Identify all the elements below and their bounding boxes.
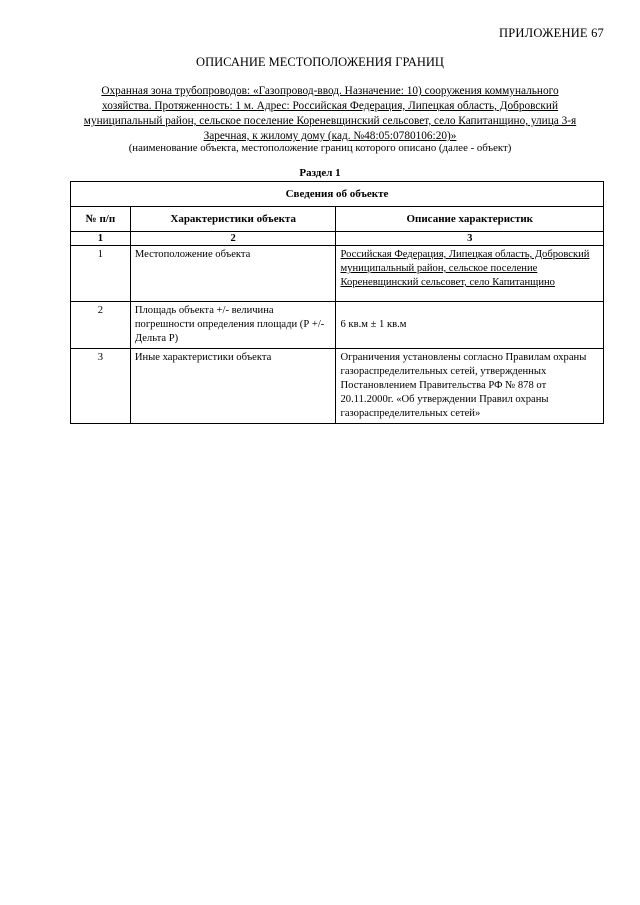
object-name-text: Охранная зона трубопроводов: «Газопровод-ввод. Назначение: 10) сооружения коммунального хозяйства. Протяженность: 1 м. Адрес: Российская Федерация, Липецкая область, Добровский муниципальный район, сельское поселение Кореневщинский сельсовет, село Капитанщино, улица 3-я Заречная, к жилому дому (кад. №48:05:0780106:20)» bbox=[83, 85, 577, 142]
table-caption: Сведения об объекте bbox=[71, 182, 604, 207]
header-number: № п/п bbox=[71, 207, 131, 232]
table-row bbox=[71, 246, 604, 302]
header-description: Описание характеристик bbox=[336, 207, 604, 232]
row-characteristic: Иные характеристики объекта bbox=[130, 349, 336, 424]
object-name bbox=[80, 84, 580, 144]
table-row bbox=[71, 349, 604, 424]
row-description bbox=[336, 246, 604, 302]
row-description: 6 кв.м ± 1 кв.м bbox=[336, 302, 604, 349]
header-characteristic: Характеристики объекта bbox=[130, 207, 336, 232]
object-info-table bbox=[70, 181, 604, 424]
table-header-row bbox=[71, 207, 604, 232]
column-number: 1 bbox=[71, 232, 131, 246]
row-characteristic: Площадь объекта +/- величина погрешности определения площади (Р +/- Дельта Р) bbox=[130, 302, 336, 349]
object-note: (наименование объекта, местоположение границ которого описано (далее - объект) bbox=[128, 142, 512, 154]
section-label: Раздел 1 bbox=[299, 167, 341, 179]
row-description: Ограничения установлены согласно Правилам охраны газораспределительных сетей, утвержденных Постановлением Правительства РФ № 878 от 20.11.2000г. «Об утверждении Правил охраны газораспределительных сетей» bbox=[336, 349, 604, 424]
table-caption-row bbox=[71, 182, 604, 207]
row-characteristic: Местоположение объекта bbox=[130, 246, 336, 302]
appendix-label: ПРИЛОЖЕНИЕ 67 bbox=[499, 26, 604, 40]
column-number-row bbox=[71, 232, 604, 246]
row-number: 2 bbox=[71, 302, 131, 349]
row-number: 1 bbox=[71, 246, 131, 302]
column-number: 3 bbox=[336, 232, 604, 246]
column-number: 2 bbox=[130, 232, 336, 246]
row-number: 3 bbox=[71, 349, 131, 424]
location-text: Российская Федерация, Липецкая область, Добровский муниципальный район, сельское поселение Кореневщинский сельсовет, село Капитанщино bbox=[340, 249, 590, 288]
table-row bbox=[71, 302, 604, 349]
document-title: ОПИСАНИЕ МЕСТОПОЛОЖЕНИЯ ГРАНИЦ bbox=[196, 55, 444, 69]
